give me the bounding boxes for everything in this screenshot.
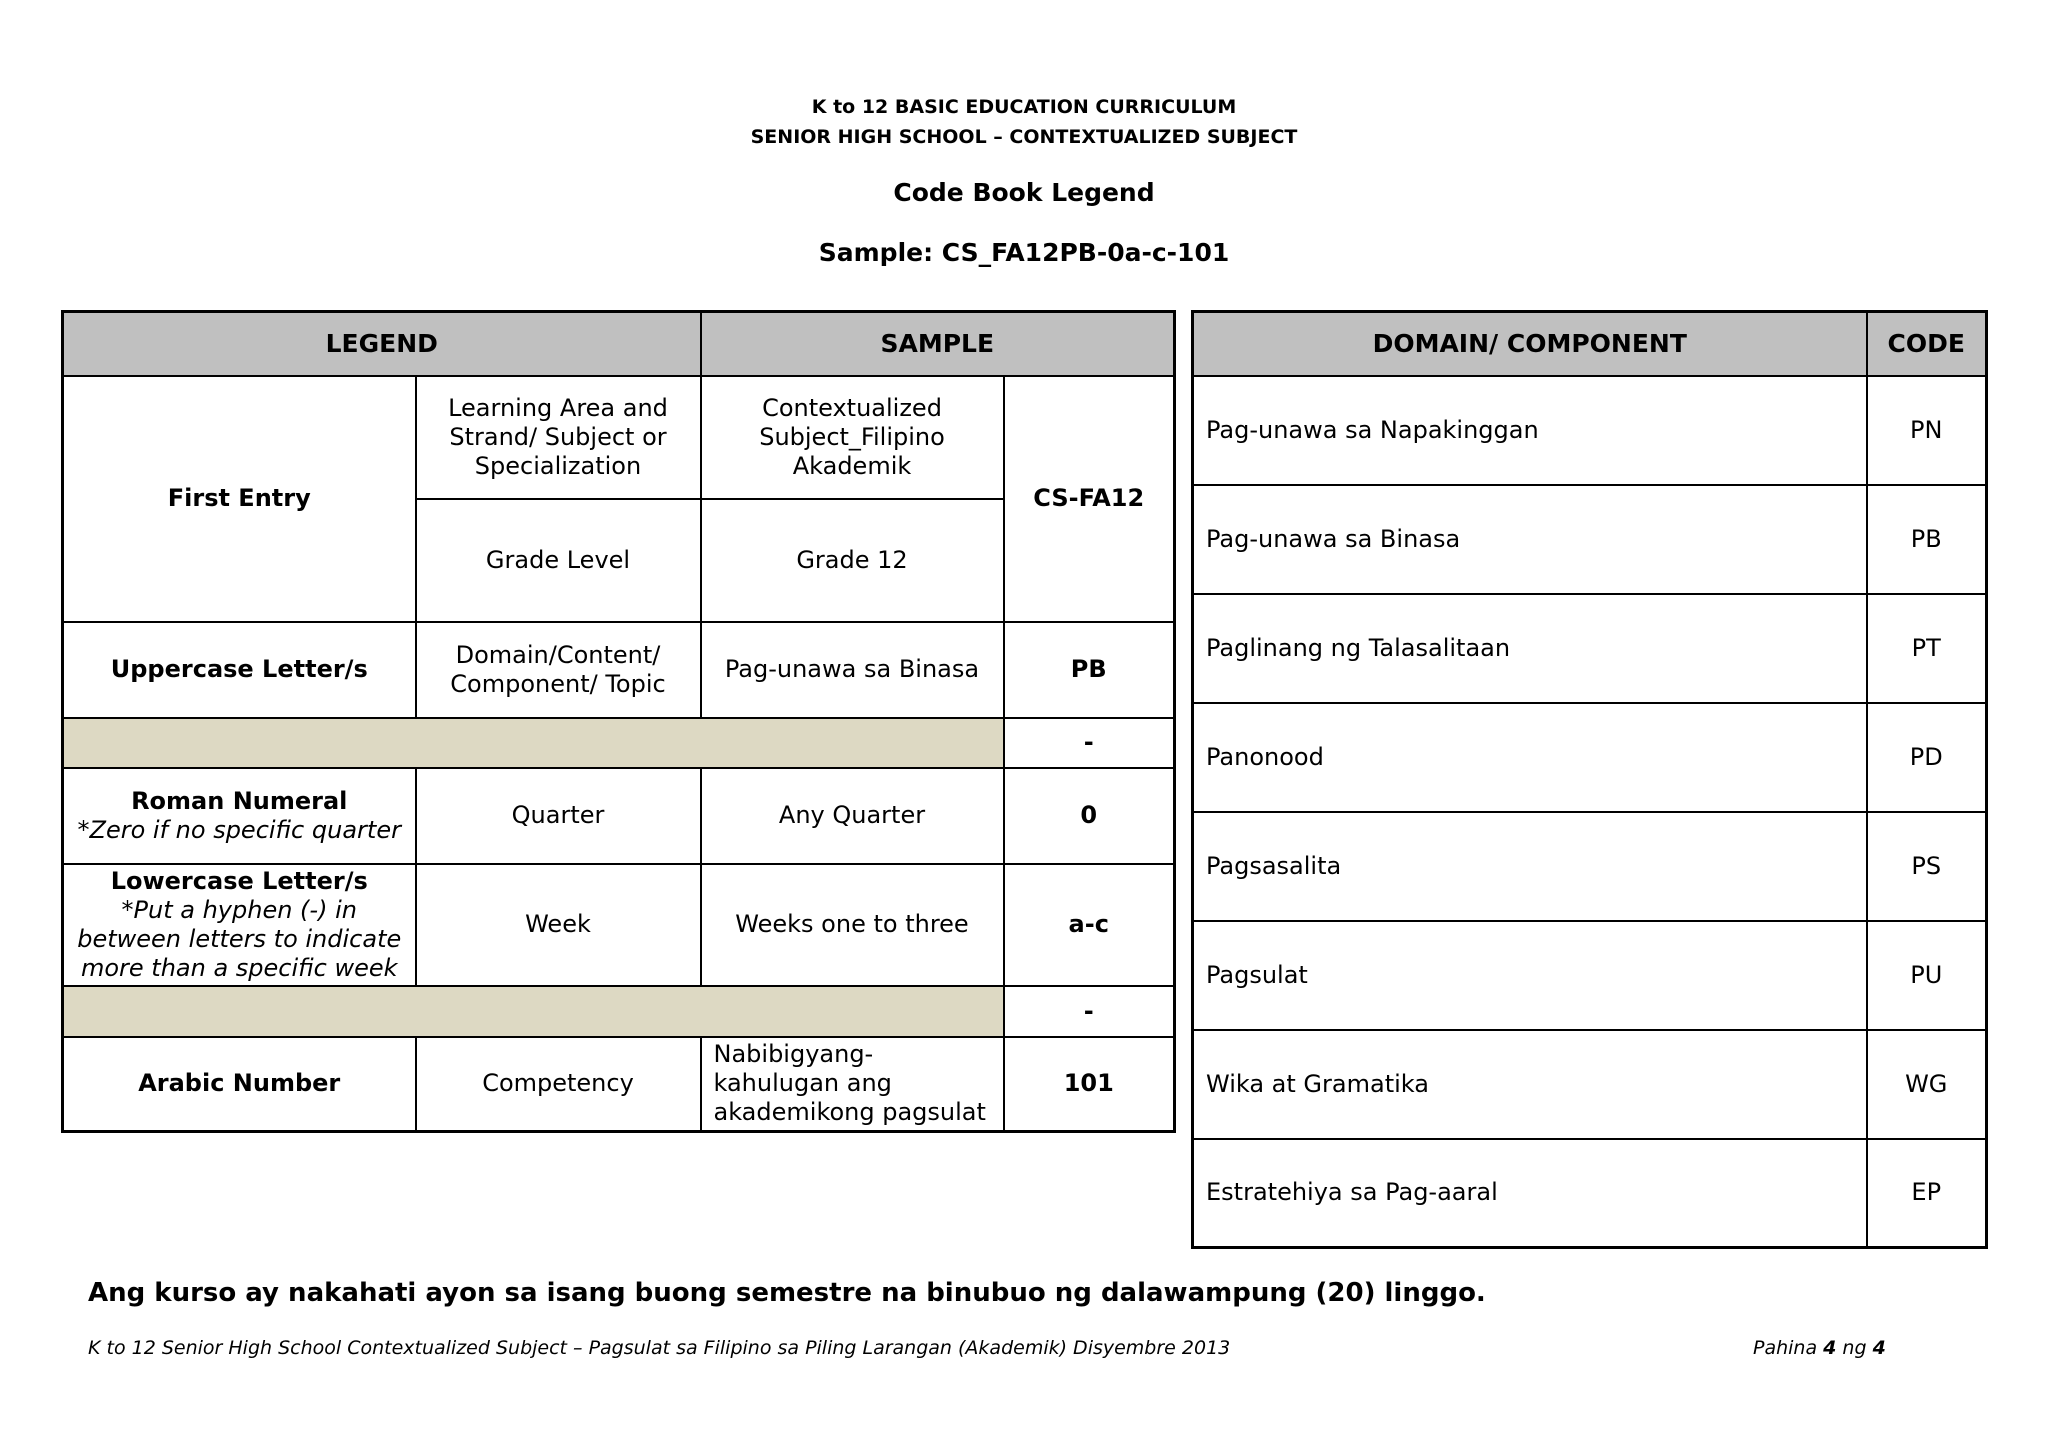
domain-code: PT bbox=[1867, 594, 1987, 703]
table-row bbox=[1193, 1030, 1987, 1139]
sample-code: Sample: CS_FA12PB-0a-c-101 bbox=[818, 238, 1230, 267]
lowercase-sample: Weeks one to three bbox=[701, 864, 1004, 986]
domain-name: Paglinang ng Talasalitaan bbox=[1193, 594, 1867, 703]
lowercase-label: Lowercase Letter/s bbox=[110, 866, 368, 895]
arabic-label: Arabic Number bbox=[63, 1037, 416, 1132]
footer-text: K to 12 Senior High School Contextualized Subject – Pagsulat sa Filipino sa Piling Larangan (Akademik) Disyembre 2013 bbox=[88, 1337, 1231, 1359]
document-header bbox=[0, 92, 2048, 152]
domain-code: PU bbox=[1867, 921, 1987, 1030]
domain-code: PD bbox=[1867, 703, 1987, 812]
roman-desc: Quarter bbox=[416, 768, 701, 864]
uppercase-code: PB bbox=[1004, 622, 1175, 718]
domain-header: DOMAIN/ COMPONENT bbox=[1193, 312, 1867, 376]
domain-code: PS bbox=[1867, 812, 1987, 921]
code-header: CODE bbox=[1867, 312, 1987, 376]
table-row bbox=[1193, 485, 1987, 594]
table-row bbox=[1193, 703, 1987, 812]
lowercase-code: a-c bbox=[1004, 864, 1175, 986]
legend-header: LEGEND bbox=[63, 312, 701, 376]
separator-row bbox=[63, 986, 1004, 1037]
lowercase-note: *Put a hyphen (-) in between letters to indicate more than a specific week bbox=[77, 895, 402, 982]
uppercase-label: Uppercase Letter/s bbox=[63, 622, 416, 718]
domain-table bbox=[1191, 310, 1988, 1249]
legend-table bbox=[61, 310, 1176, 1133]
lowercase-label-cell bbox=[63, 864, 416, 986]
roman-sample: Any Quarter bbox=[701, 768, 1004, 864]
first-entry-label: First Entry bbox=[63, 376, 416, 622]
domain-name: Pagsulat bbox=[1193, 921, 1867, 1030]
page-mid: ng bbox=[1836, 1337, 1873, 1359]
page-number bbox=[1753, 1337, 1886, 1359]
domain-name: Estratehiya sa Pag-aaral bbox=[1193, 1139, 1867, 1248]
page-current: 4 bbox=[1823, 1337, 1837, 1359]
roman-code: 0 bbox=[1004, 768, 1175, 864]
arabic-code: 101 bbox=[1004, 1037, 1175, 1132]
table-row bbox=[1193, 594, 1987, 703]
domain-name: Panonood bbox=[1193, 703, 1867, 812]
domain-code: PB bbox=[1867, 485, 1987, 594]
domain-name: Pagsasalita bbox=[1193, 812, 1867, 921]
page-title: Code Book Legend bbox=[893, 178, 1155, 207]
domain-name: Pag-unawa sa Napakinggan bbox=[1193, 376, 1867, 485]
table-row bbox=[1193, 812, 1987, 921]
header-line-2: SENIOR HIGH SCHOOL – CONTEXTUALIZED SUBJECT bbox=[750, 126, 1298, 148]
lowercase-desc: Week bbox=[416, 864, 701, 986]
domain-code: WG bbox=[1867, 1030, 1987, 1139]
domain-name: Pag-unawa sa Binasa bbox=[1193, 485, 1867, 594]
first-entry-desc-2: Grade Level bbox=[416, 499, 701, 622]
roman-note: *Zero if no specific quarter bbox=[77, 815, 401, 844]
domain-code: PN bbox=[1867, 376, 1987, 485]
roman-label-cell bbox=[63, 768, 416, 864]
uppercase-sample: Pag-unawa sa Binasa bbox=[701, 622, 1004, 718]
table-row bbox=[1193, 1139, 1987, 1248]
first-entry-desc-1: Learning Area and Strand/ Subject or Specialization bbox=[416, 376, 701, 499]
arabic-sample: Nabibigyang-kahulugan ang akademikong pagsulat bbox=[701, 1037, 1004, 1132]
separator-code: - bbox=[1004, 986, 1175, 1037]
separator-code: - bbox=[1004, 718, 1175, 768]
arabic-desc: Competency bbox=[416, 1037, 701, 1132]
table-row bbox=[1193, 376, 1987, 485]
uppercase-desc: Domain/Content/ Component/ Topic bbox=[416, 622, 701, 718]
header-line-1: K to 12 BASIC EDUCATION CURRICULUM bbox=[811, 96, 1237, 118]
course-note: Ang kurso ay nakahati ayon sa isang buong semestre na binubuo ng dalawampung (20) linggo. bbox=[88, 1278, 1486, 1308]
table-row bbox=[1193, 921, 1987, 1030]
roman-label: Roman Numeral bbox=[131, 786, 348, 815]
page-total: 4 bbox=[1872, 1337, 1886, 1359]
first-entry-sample-2: Grade 12 bbox=[701, 499, 1004, 622]
first-entry-code: CS-FA12 bbox=[1004, 376, 1175, 622]
page-prefix: Pahina bbox=[1753, 1337, 1824, 1359]
first-entry-sample-1: Contextualized Subject_Filipino Akademik bbox=[701, 376, 1004, 499]
sample-header: SAMPLE bbox=[701, 312, 1175, 376]
domain-code: EP bbox=[1867, 1139, 1987, 1248]
domain-name: Wika at Gramatika bbox=[1193, 1030, 1867, 1139]
domain-rows bbox=[1193, 376, 1987, 1248]
separator-row bbox=[63, 718, 1004, 768]
